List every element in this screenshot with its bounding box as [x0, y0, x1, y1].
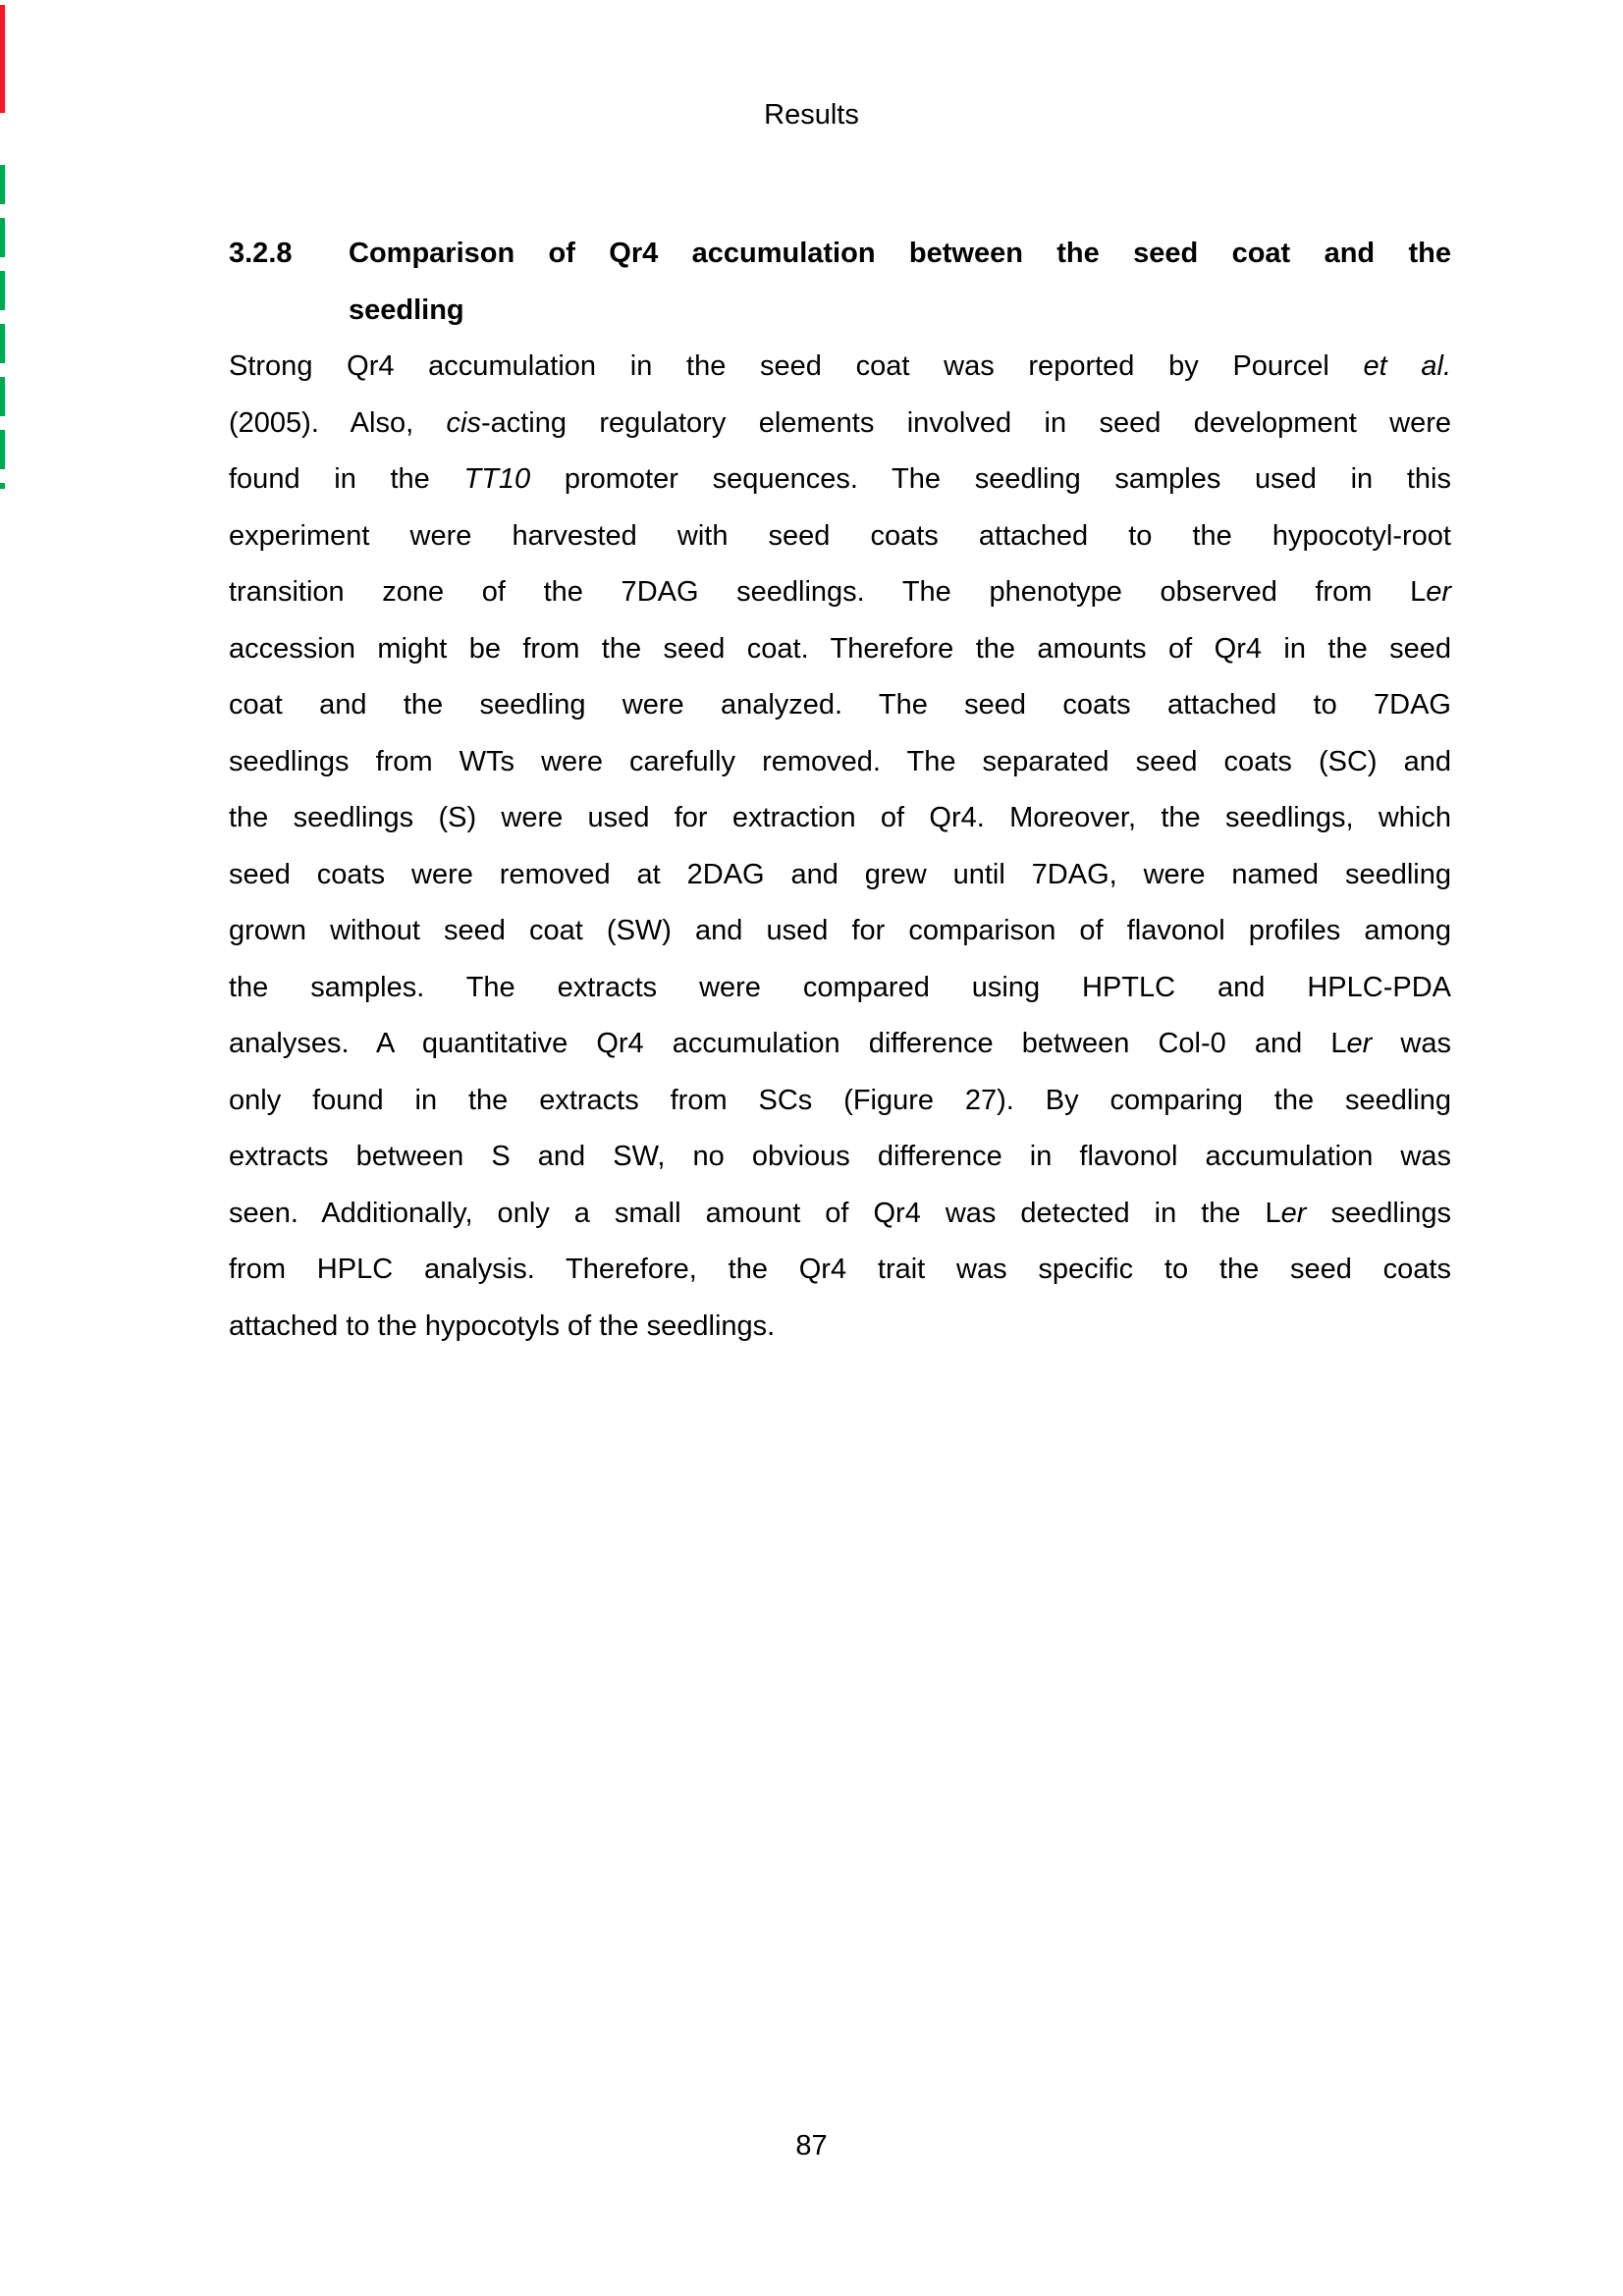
body-text-line: [229, 1129, 1451, 1186]
body-text-line: [229, 508, 1451, 565]
body-text-line: [229, 1299, 1451, 1356]
text-run: transition zone of the 7DAG seedlings. The phenotype observed from L: [229, 576, 1427, 608]
text-run: attached to the hypocotyls of the seedlings.: [229, 1309, 776, 1342]
text-run: was: [1372, 1028, 1451, 1059]
text-run: (2005). Also,: [229, 406, 447, 439]
body-text-line: [229, 1242, 1451, 1299]
body-text-line: [229, 339, 1451, 396]
text-run: -acting regulatory elements involved in seed development were: [480, 406, 1451, 439]
text-run: the seedlings (S) were used for extraction of Qr4. Moreover, the seedlings, which: [229, 802, 1451, 833]
text-run: only found in the extracts from SCs (Figure 27). By comparing the seedling: [229, 1084, 1451, 1116]
body-text-line: [229, 790, 1451, 847]
body-text-line: [229, 1073, 1451, 1130]
body-text-line: [229, 621, 1451, 678]
body-text-line: [229, 903, 1451, 960]
section-number: 3.2.8: [229, 238, 293, 269]
section-title: [349, 226, 1451, 339]
body-text-line: [229, 396, 1451, 453]
italic-text-run: cis: [446, 406, 481, 439]
section-heading: [229, 226, 1451, 339]
page-number: 87: [795, 2130, 828, 2162]
text-run: found in the: [229, 463, 464, 495]
text-run: seen. Additionally, only a small amount of Qr4 was detected in the L: [229, 1197, 1281, 1229]
text-run: Strong Qr4 accumulation in the seed coat was reported by Pourcel: [229, 350, 1364, 382]
body-text-line: [229, 847, 1451, 904]
text-column: [229, 226, 1451, 1355]
text-run: the samples. The extracts were compared using HPTLC and HPLC-PDA: [229, 971, 1451, 1003]
scan-edge-green-marks: [0, 165, 5, 489]
text-run: analyses. A quantitative Qr4 accumulation difference between Col-0 and L: [229, 1028, 1347, 1059]
body-text-line: [229, 452, 1451, 508]
section-title-line-1: Comparison of Qr4 accumulation between the seed coat and the: [349, 238, 1451, 269]
body-text-line: [229, 1016, 1451, 1073]
section-title-line-2: seedling: [349, 294, 464, 326]
text-run: seedlings from WTs were carefully removed. The separated seed coats (SC) and: [229, 745, 1451, 777]
italic-text-run: er: [1346, 1028, 1373, 1059]
body-text-line: [229, 1186, 1451, 1243]
text-run: accession might be from the seed coat. Therefore the amounts of Qr4 in the seed: [229, 632, 1451, 665]
italic-text-run: TT10: [463, 463, 531, 495]
body-text-line: [229, 960, 1451, 1017]
text-run: grown without seed coat (SW) and used for comparison of flavonol profiles among: [229, 915, 1451, 946]
text-run: from HPLC analysis. Therefore, the Qr4 trait was specific to the seed coats: [229, 1254, 1451, 1285]
text-run: extracts between S and SW, no obvious difference in flavonol accumulation was: [229, 1141, 1451, 1172]
paragraph: [229, 339, 1451, 1355]
text-run: coat and the seedling were analyzed. The seed coats attached to 7DAG: [229, 689, 1451, 721]
body-text-line: [229, 564, 1451, 621]
body-text-line: [229, 677, 1451, 734]
body-text-line: [229, 734, 1451, 791]
text-run: seedlings: [1306, 1197, 1451, 1229]
italic-text-run: er: [1280, 1197, 1307, 1229]
text-run: experiment were harvested with seed coats attached to the hypocotyl-root: [229, 519, 1451, 552]
text-run: seed coats were removed at 2DAG and grew until 7DAG, were named seedling: [229, 858, 1451, 890]
italic-text-run: er: [1426, 576, 1451, 608]
italic-text-run: et al.: [1363, 350, 1451, 382]
text-run: promoter sequences. The seedling samples used in this: [530, 463, 1451, 495]
running-header: Results: [764, 99, 859, 131]
